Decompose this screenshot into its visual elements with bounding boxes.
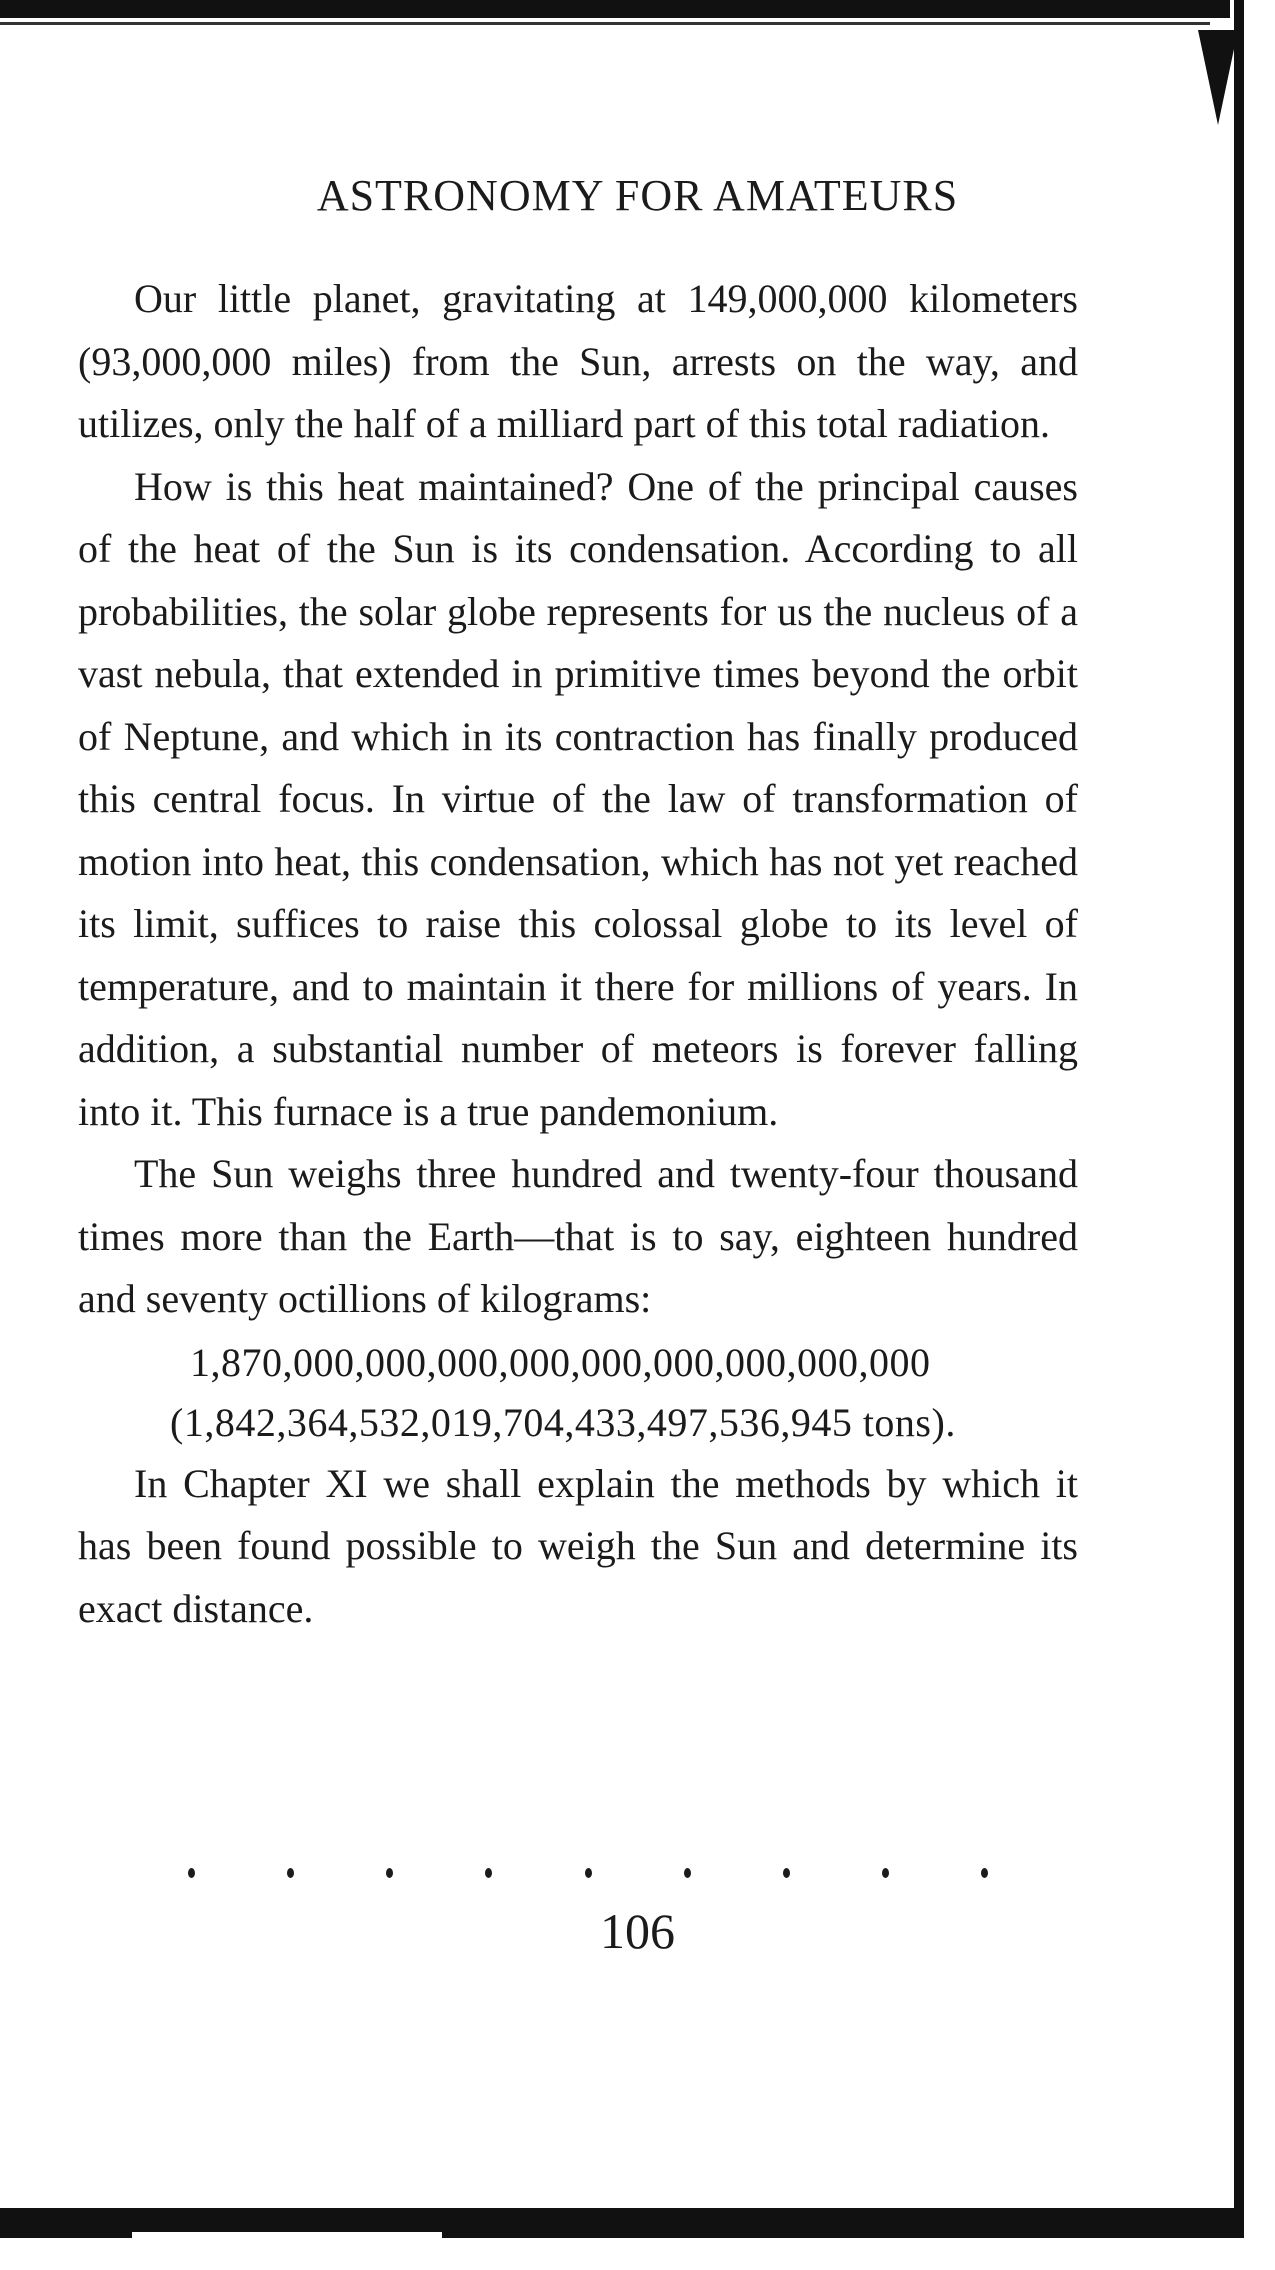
page-number: 106	[600, 1903, 675, 1959]
page-edge-right	[1234, 0, 1244, 2230]
mass-tons: (1,842,364,532,019,704,433,497,536,945 tons).	[170, 1399, 956, 1445]
ornament-dot	[882, 1868, 889, 1878]
page-corner-tab	[1198, 30, 1238, 125]
paragraph-heat-maintained: How is this heat maintained? One of the principal causes of the heat of the Sun is its condensation. According to all probabilities, the solar globe represents for us the nucleus of a vast nebula, that extended in primitive times beyond the orbit of Neptune, and which in its contraction has finally produced this central focus. In virtue of the law of transformation of motion into heat, this condensation, which has not yet reached its limit, suffices to raise this colossal globe to its level of temperature, and to maintain it there for millions of years. In addition, a substantial number of meteors is forever falling into it. This furnace is a true pandemonium.	[78, 463, 1078, 1134]
page-edge-top	[0, 0, 1230, 18]
page-edge-top-rule	[0, 22, 1210, 25]
ornament-dot	[287, 1868, 294, 1878]
ornament-dot	[485, 1868, 492, 1878]
ornament-dot	[585, 1868, 592, 1878]
ornament-dot	[188, 1868, 195, 1878]
ornament-dot	[386, 1868, 393, 1878]
mass-kilograms: 1,870,000,000,000,000,000,000,000,000,000	[190, 1339, 931, 1385]
body-text	[78, 268, 1078, 1640]
ornament-dot	[684, 1868, 691, 1878]
paragraph-planet-radiation: Our little planet, gravitating at 149,000,000 kilometers (93,000,000 miles) from the Sun, arrests on the way, and utilizes, only the half of a milliard part of this total radiation.	[78, 276, 1078, 446]
paragraph-sun-weight: The Sun weighs three hundred and twenty-four thousand times more than the Earth—that is to say, eighteen hundred and seventy octillions of kilograms:	[78, 1151, 1078, 1321]
ornament-dot-row	[188, 1868, 988, 1878]
ornament-dot	[981, 1868, 988, 1878]
page-edge-bottom-gap	[132, 2232, 442, 2238]
ornament-dot	[783, 1868, 790, 1878]
paragraph-chapter-xi: In Chapter XI we shall explain the methods by which it has been found possible to weigh the Sun and determine its exact distance.	[78, 1460, 1078, 1631]
running-head: ASTRONOMY FOR AMATEURS	[316, 171, 959, 220]
